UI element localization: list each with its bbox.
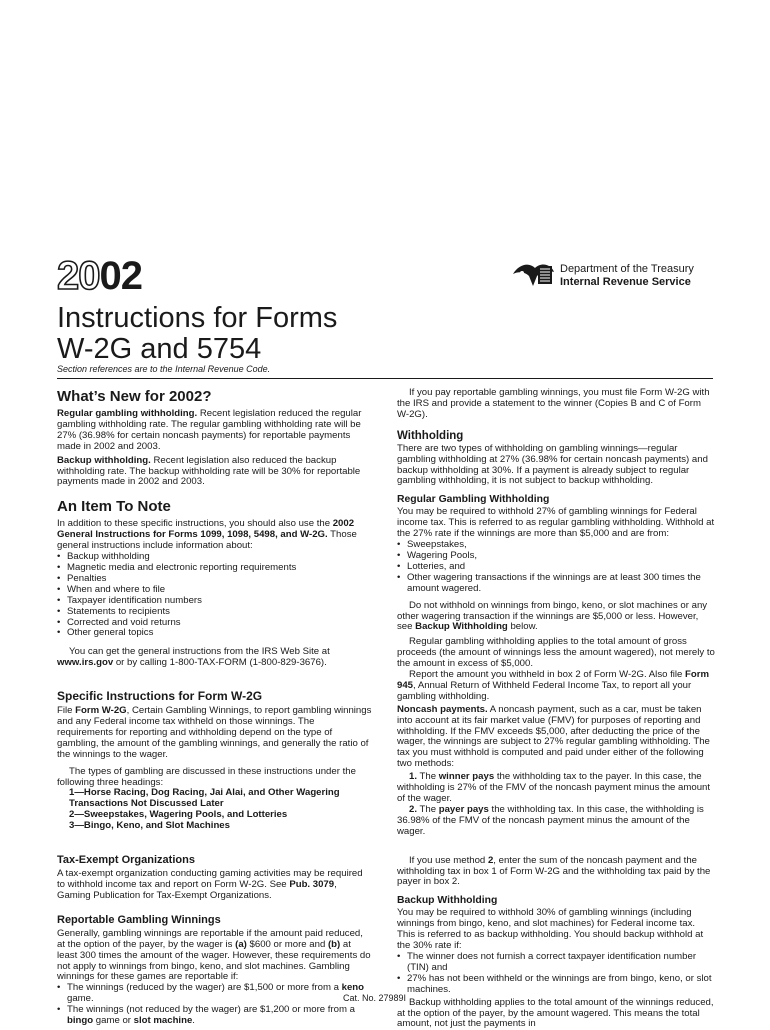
tax-exempt-paragraph	[57, 869, 372, 902]
list-item	[57, 983, 372, 1005]
tax-year-bold-digits: 02	[99, 254, 142, 298]
method-2-text: The	[417, 803, 439, 815]
specific-text-continued: , Certain Gambling Winnings, to report gambling winnings and any Federal income tax withheld on those winnings. The requirements for reporting and withholding depend on the type of gambling, the amount of the gambling winnings, and generally the ratio of the winnings to the wager.	[57, 705, 372, 760]
specific-instructions-heading: Specific Instructions for Form W-2G	[57, 689, 263, 704]
withholding-applies-paragraph: Regular gambling withholding applies to the total amount of gross proceeds (the amount of winnings less the amount wagered), not merely to the amount in excess of $5,000.	[397, 636, 715, 670]
tax-exempt-text: A tax-exempt organization conducting gaming activities may be required to withhold income tax and report on Form W-2G. See	[57, 868, 363, 890]
tax-year-outline-digits: 20	[57, 254, 100, 298]
left-column	[57, 388, 372, 1027]
get-instructions-paragraph	[57, 647, 372, 669]
tax-year	[57, 256, 142, 296]
bingo-text: The winnings (not reduced by the wager) are $1,200 or more from a	[67, 1004, 355, 1016]
list-item: • Lotteries, and	[397, 562, 715, 573]
reportable-text: Generally, gambling winnings are reportable if the amount paid reduced, at the option of the payer, by the wager is	[57, 927, 363, 950]
withholding-heading: Withholding	[397, 429, 464, 442]
list-item: • Other general topics	[57, 628, 372, 639]
list-item: • Magnetic media and electronic reporting requirements	[57, 563, 372, 574]
reportable-winnings-paragraph	[57, 929, 372, 984]
regular-withholding-paragraph	[57, 409, 372, 453]
condition-b-label: (b)	[327, 938, 341, 950]
do-not-withhold-text-end: below.	[507, 621, 538, 633]
page-title	[57, 303, 337, 365]
general-instructions-title: 2002 General Instructions for Forms 1099, 1098, 5498, and W-2G.	[57, 518, 355, 541]
gambling-type-heading: 2—Sweepstakes, Wagering Pools, and Lotteries	[69, 809, 288, 821]
tax-exempt-text-continued: , Gaming Publication for Tax-Exempt Organizations.	[57, 879, 337, 901]
irs-website-link[interactable]: www.irs.gov	[57, 657, 114, 669]
title-line-2: W-2G and 5754	[57, 333, 262, 365]
gambling-types-paragraph: The types of gambling are discussed in these instructions under the following three headings:	[57, 765, 356, 788]
list-item: • Other wagering transactions if the winnings are at least 300 times the amount wagered.	[397, 573, 715, 595]
report-amount-paragraph	[397, 670, 715, 703]
keno-text-end: game.	[67, 993, 94, 1005]
gambling-type-heading: 1—Horse Racing, Dog Racing, Jai Alai, and Other Wagering Transactions Not Discussed Later	[69, 787, 340, 810]
right-column	[397, 388, 715, 1030]
form-945-name: Form 945	[397, 669, 710, 691]
list-item: • Wagering Pools,	[397, 551, 715, 562]
method-2-box-paragraph	[397, 856, 715, 889]
list-item: • Corrected and void returns	[57, 618, 372, 629]
withholding-sources-list	[397, 540, 715, 595]
regular-withholding-text: Recent legislation reduced the regular gambling withholding rate. The regular gambling withholding rate will be 27% (36.98% for certain noncash payments) for reportable payments made in 2002 and 2003.	[57, 408, 362, 452]
noncash-term: Noncash payments.	[397, 703, 488, 715]
noncash-text: A noncash payment, such as a car, must be taken into account at its fair market value (FMV) for purposes of reporting and withholding. If the FMV exceeds $5,000, after deducting the price of the wager, the winnings are subject to 27% regular gambling withholding. The tax you must withhold is computed and paid under either of the following two methods:	[397, 703, 710, 770]
backup-withholding-text: Recent legislation also reduced the backup withholding rate. The backup withholding rate will be 30% for reportable payments made in 2002 and 2003.	[57, 454, 361, 488]
condition-a-label: (a)	[235, 938, 247, 950]
method-2-text-end: the withholding tax. In this case, the withholding is 36.98% of the FMV of the noncash payment minus the amount of the wager.	[397, 803, 704, 837]
reportable-winnings-heading: Reportable Gambling Winnings	[57, 913, 221, 926]
specific-instructions-paragraph	[57, 706, 372, 761]
method-2-paragraph	[397, 805, 715, 838]
method-2-ref: 2	[487, 854, 494, 866]
backup-withholding-heading: Backup Withholding	[397, 895, 498, 907]
item-to-note-heading: An Item To Note	[57, 498, 171, 516]
bingo-term: bingo	[67, 1015, 94, 1027]
slot-machine-term: slot machine	[133, 1015, 193, 1027]
method-1-paragraph	[397, 772, 715, 805]
section-reference-note: Section references are to the Internal Revenue Code.	[57, 364, 271, 374]
keno-term: keno	[341, 982, 365, 994]
backup-withholding-paragraph	[57, 456, 372, 489]
form-name: Form W-2G	[75, 705, 127, 717]
noncash-paragraph	[397, 705, 715, 770]
whats-new-heading: What’s New for 2002?	[57, 388, 212, 405]
agency-name: Internal Revenue Service	[560, 276, 691, 288]
method-1-number: 1.	[409, 771, 418, 783]
gambling-type-headings	[57, 788, 372, 832]
withholding-paragraph: There are two types of withholding on gambling winnings—regular gambling withholding at 27% (36.98% for certain noncash payments) and backup withholding at 30%. If a payment is already subject to regular gambling withholding, it is not subject to backup withholding.	[397, 442, 708, 487]
catalog-number: Cat. No. 27989I	[343, 993, 407, 1003]
keno-text: The winnings (reduced by the wager) are $1,500 or more from a	[67, 982, 342, 994]
gambling-type-heading: 3—Bingo, Keno, and Slot Machines	[69, 820, 230, 832]
list-item: • Backup withholding	[57, 552, 372, 563]
get-text: You can get the general instructions from the IRS Web Site at	[69, 646, 330, 658]
bingo-text-mid: game or	[93, 1015, 134, 1027]
list-item: • The winner does not furnish a correct taxpayer identification number (TIN) and	[397, 952, 715, 974]
reportable-text-b: $600 or more and	[246, 938, 328, 950]
bingo-text-end: .	[192, 1015, 195, 1027]
backup-conditions-list	[397, 952, 715, 996]
note-text: In addition to these specific instructions, you should also use the	[57, 518, 333, 530]
method-1-text-end: the withholding tax to the payer. In this case, the withholding is 27% of the FMV of the noncash payment minus the amount of the wager.	[397, 771, 711, 804]
list-item: • Taxpayer identification numbers	[57, 596, 372, 607]
reportable-text-c: at least 300 times the amount of the wager. However, these requirements do not apply to winnings from bingo, keno, and slot machines. Gambling winnings for these games are reportable if:	[57, 938, 371, 983]
item-to-note-paragraph	[57, 519, 372, 552]
regular-withholding-term: Regular gambling withholding.	[57, 408, 198, 419]
regular-gambling-withholding-heading: Regular Gambling Withholding	[397, 494, 550, 506]
note-text-continued: Those general instructions include information about:	[57, 529, 357, 552]
specific-text: File	[57, 705, 76, 717]
method-2-box-text: If you use method	[409, 854, 488, 866]
do-not-withhold-text: Do not withhold on winnings from bingo, keno, or slot machines or any other wagering transaction if the winnings are $5,000 or less. However, see	[397, 599, 708, 633]
intro-paragraph: If you pay reportable gambling winnings, you must file Form W-2G with the IRS and provide a statement to the winner (Copies B and C of Form W-2G).	[397, 387, 710, 420]
tax-exempt-heading: Tax-Exempt Organizations	[57, 854, 195, 867]
list-item: • Penalties	[57, 574, 372, 585]
irs-eagle-logo-icon	[511, 260, 555, 290]
topics-list	[57, 552, 372, 639]
publication-number: Pub. 3079	[289, 879, 335, 890]
list-item: • Sweepstakes,	[397, 540, 715, 551]
list-item: • When and where to file	[57, 585, 372, 596]
backup-withholding-paragraph: You may be required to withhold 30% of gambling winnings (including winnings from bingo, keno, and slot machines) for Federal income tax. This is referred to as backup withholding. You should backup withhold at the 30% rate if:	[397, 907, 704, 952]
payer-pays-term: payer pays	[438, 803, 489, 815]
report-text-end: , Annual Return of Withheld Federal Income Tax, to report all your gambling withholding.	[397, 679, 692, 702]
get-text-continued: or by calling 1-800-TAX-FORM (1-800-829-3676).	[113, 657, 327, 669]
header-divider	[57, 378, 713, 379]
list-item: • Statements to recipients	[57, 607, 372, 618]
title-line-1: Instructions for Forms	[57, 302, 338, 334]
report-text: Report the amount you withheld in box 2 of Form W-2G. Also file	[409, 669, 686, 681]
department-name: Department of the Treasury	[560, 263, 694, 275]
method-2-number: 2.	[409, 803, 418, 815]
agency-block	[560, 263, 694, 289]
regular-gambling-withholding-paragraph: You may be required to withhold 27% of gambling winnings for Federal income tax. This is referred to as regular gambling withholding. Withhold at the 27% rate if the winnings are more than $5,000 and are from:	[397, 506, 715, 540]
method-1-text: The	[417, 771, 439, 783]
backup-withholding-term: Backup withholding.	[57, 454, 151, 466]
backup-withholding-reference: Backup Withholding	[415, 621, 508, 633]
winner-pays-term: winner pays	[438, 771, 495, 783]
method-2-box-text-end: , enter the sum of the noncash payment and the withholding tax in box 1 of Form W-2G and the withholding tax paid by the payer in box 2.	[397, 854, 711, 888]
do-not-withhold-paragraph	[397, 601, 715, 634]
backup-applies-paragraph: Backup withholding applies to the total amount of the winnings reduced, at the option of the payer, by the amount wagered. This means the total amount, not just the payments in	[397, 996, 714, 1030]
list-item: • 27% has not been withheld or the winnings are from bingo, keno, or slot machines.	[397, 974, 715, 996]
